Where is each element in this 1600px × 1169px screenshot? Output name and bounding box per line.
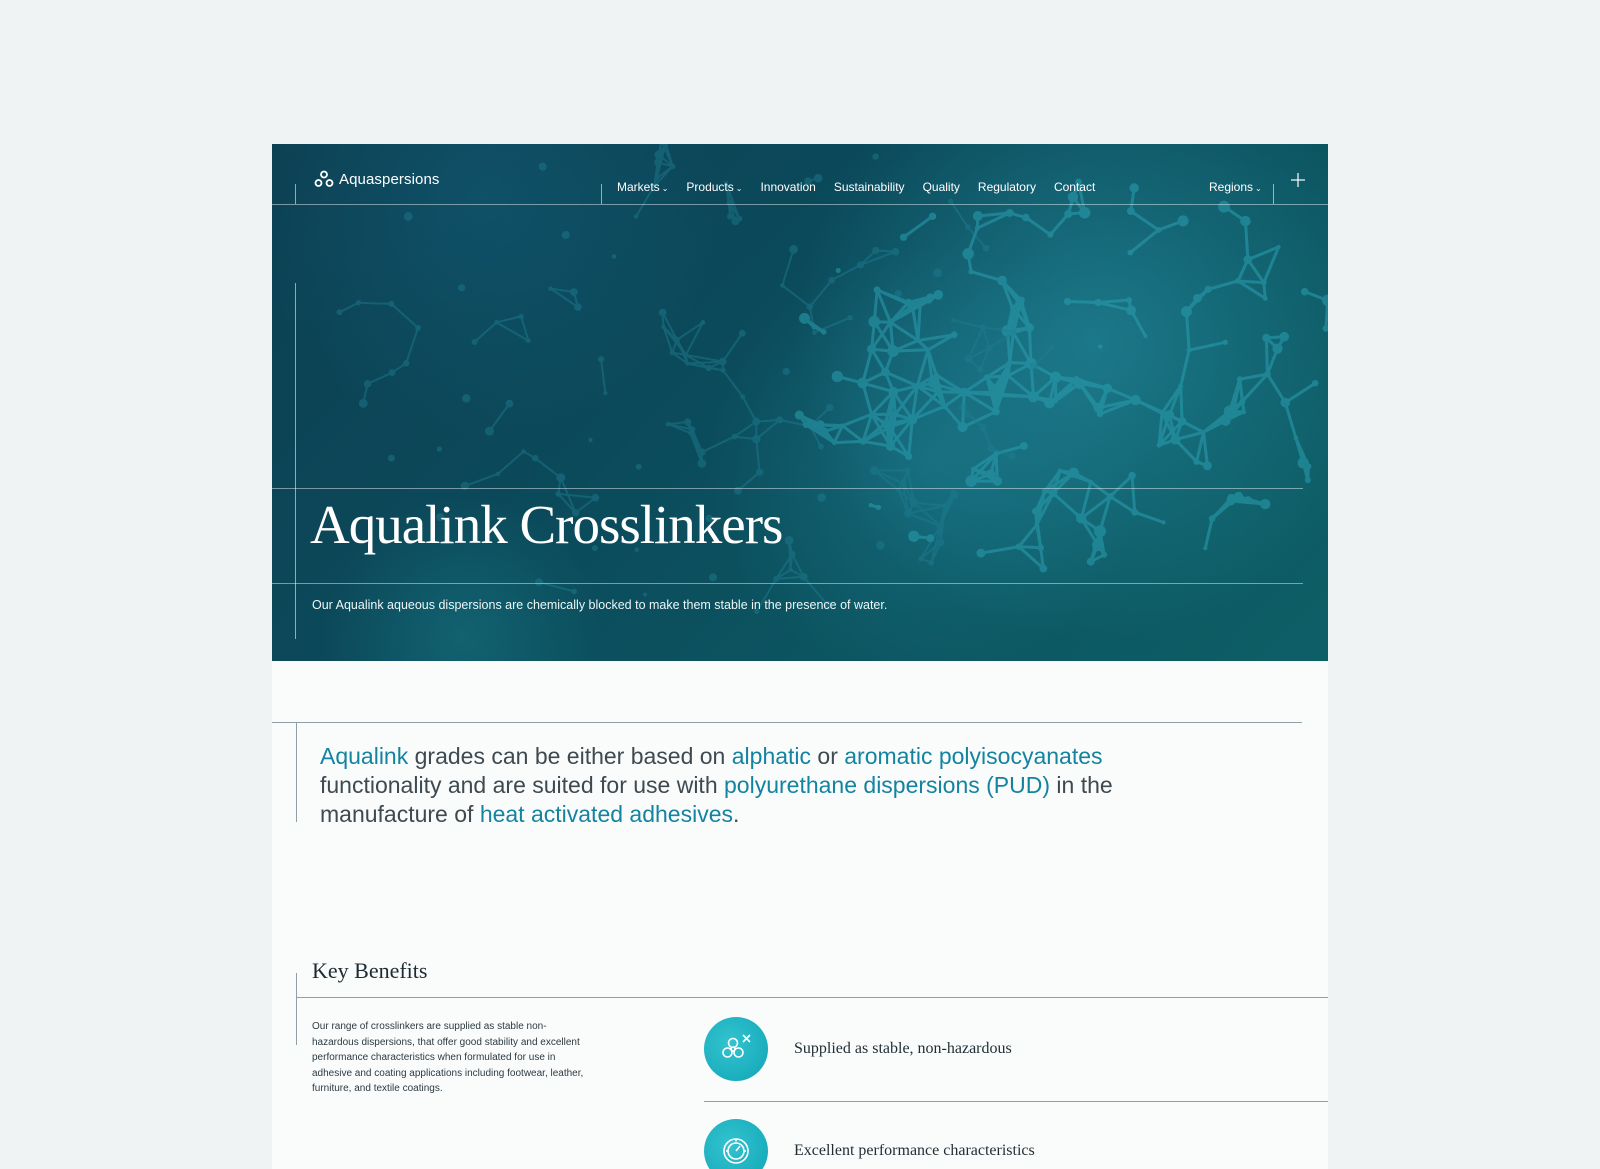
nav-item-regulatory[interactable]: Regulatory [977, 180, 1036, 194]
chevron-down-icon: ⌄ [735, 183, 743, 193]
biohazard-x-icon [716, 1029, 756, 1069]
link-alphatic[interactable]: alphatic [731, 743, 812, 769]
three-dots-logo-icon [314, 170, 334, 188]
page-title: Aqualink Crosslinkers [310, 494, 783, 555]
plus-icon[interactable] [1290, 172, 1306, 188]
intro-paragraph: Aqualink grades can be either based on alphatic or aromatic polyisocyanates functionality and are suited for use with polyurethane dispersions (PUD) in the manufacture of heat activated adhesives. [320, 743, 1113, 827]
link-polyurethane-dispersions[interactable]: polyurethane dispersions (PUD) [724, 772, 1051, 798]
nav-item-innovation[interactable]: Innovation [760, 180, 816, 194]
hero-banner [272, 144, 1328, 661]
chevron-down-icon: ⌄ [1255, 183, 1262, 193]
hero-subtitle: Our Aqualink aqueous dispersions are chemically blocked to make them stable in the presence of water. [312, 598, 888, 612]
nav-item-quality[interactable]: Quality [922, 180, 960, 194]
key-benefits-description: Our range of crosslinkers are supplied as stable non-hazardous dispersions, that offer good stability and excellent performance characteristics when formulated for use in adhesive and coating applications including footwear, leather, furniture, and textile coatings. [312, 1021, 584, 1094]
main-nav [617, 180, 1113, 194]
benefit-item [704, 1017, 1328, 1081]
link-aqualink[interactable]: Aqualink [320, 743, 409, 769]
nav-item-sustainability[interactable]: Sustainability [833, 180, 905, 194]
brand-name: Aquaspersions [339, 170, 440, 188]
gauge-icon [716, 1131, 756, 1169]
chevron-down-icon: ⌄ [661, 183, 669, 193]
nav-divider [272, 204, 1328, 205]
link-heat-activated-adhesives[interactable]: heat activated adhesives [479, 801, 733, 827]
key-benefits-title: Key Benefits [312, 958, 428, 983]
link-aromatic-polyisocyanates[interactable]: aromatic polyisocyanates [844, 743, 1103, 769]
benefit-label: Supplied as stable, non-hazardous [794, 1040, 1012, 1057]
benefit-item [704, 1119, 1328, 1169]
brand-logo[interactable] [314, 170, 440, 188]
product-page [272, 144, 1328, 1169]
benefit-label: Excellent performance characteristics [794, 1142, 1035, 1159]
nav-item-products[interactable]: Products ⌄ [686, 180, 743, 194]
nav-item-contact[interactable]: Contact [1053, 180, 1096, 194]
regions-dropdown[interactable]: Regions ⌄ [1209, 180, 1262, 194]
nav-item-markets[interactable]: Markets ⌄ [617, 180, 669, 194]
